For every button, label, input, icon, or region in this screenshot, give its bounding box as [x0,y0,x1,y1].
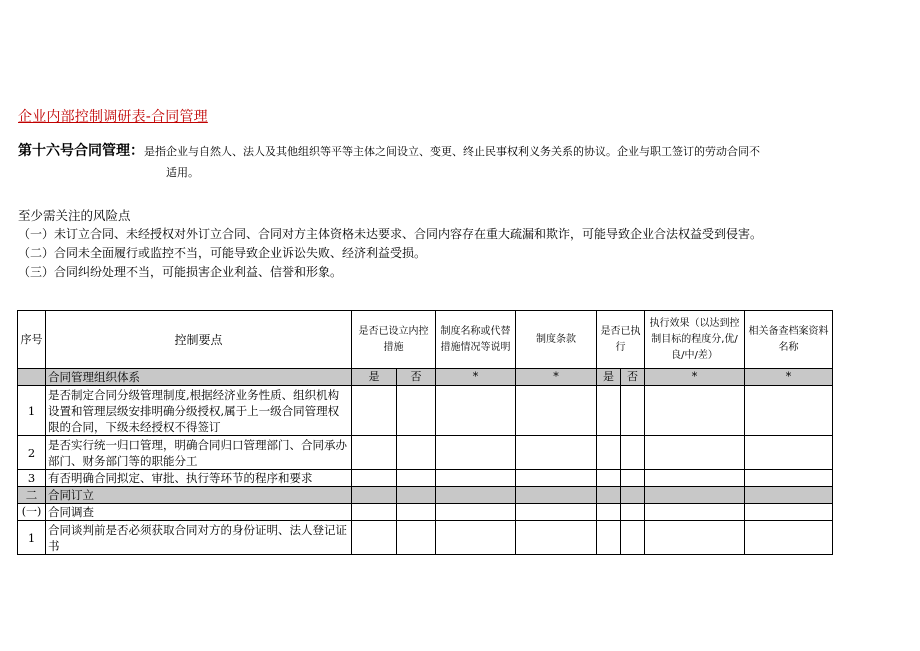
header-archive: 相关备查档案资料名称 [745,311,833,369]
star-mark: * [745,369,833,386]
table-header-row [18,311,833,369]
header-seq: 序号 [18,311,46,369]
row-seq: 2 [18,436,46,470]
risk-item: （三）合同纠纷处理不当，可能损害企业利益、信誉和形象。 [18,265,343,279]
table-row [18,386,833,436]
article-text: 是指企业与自然人、法人及其他组织等平等主体之间设立、变更、终止民事权利义务关系的协议。企业与职工签订的劳动合同不 [144,145,760,158]
risk-heading: 至少需关注的风险点 [18,208,131,223]
table-row [18,521,833,555]
subsection-label: 合同调查 [46,504,352,521]
star-mark: * [516,369,597,386]
section-label: 合同管理组织体系 [46,369,352,386]
header-clause: 制度条款 [516,311,597,369]
star-mark: * [436,369,516,386]
row-text: 是否制定合同分级管理制度,根据经济业务性质、组织机构设置和管理层级安排明确分级授权,属于上一级合同管理权限的合同，下级未经授权不得签订 [46,386,352,436]
row-seq: 1 [18,386,46,436]
table-row [18,436,833,470]
row-text: 有否明确合同拟定、审批、执行等环节的程序和要求 [46,470,352,487]
control-table [17,310,833,555]
star-mark: * [645,369,745,386]
no-label: 否 [397,369,436,386]
risk-block [18,206,823,282]
no-label: 否 [621,369,645,386]
section-label: 合同订立 [46,487,352,504]
header-control: 控制要点 [46,311,352,369]
row-seq: 3 [18,470,46,487]
row-text: 合同谈判前是否必须获取合同对方的身份证明、法人登记证书 [46,521,352,555]
section-row [18,369,833,386]
article-text-continued: 适用。 [166,166,199,179]
risk-item: （二）合同未全面履行或监控不当，可能导致企业诉讼失败、经济利益受损。 [18,246,427,260]
subsection-seq: (一) [18,504,46,521]
row-text: 是否实行统一归口管理，明确合同归口管理部门、合同承办部门、财务部门等的职能分工 [46,436,352,470]
document-title: 企业内部控制调研表-合同管理 [18,109,208,125]
subsection-row [18,504,833,521]
header-established: 是否已设立内控措施 [352,311,436,369]
section-seq: 二 [18,487,46,504]
table-row [18,470,833,487]
article-block [18,140,838,179]
header-executed: 是否已执行 [597,311,645,369]
header-system: 制度名称或代替措施情况等说明 [436,311,516,369]
article-heading: 第十六号合同管理： [18,143,144,159]
yes-label: 是 [597,369,621,386]
row-seq: 1 [18,521,46,555]
header-effect: 执行效果（以达到控制目标的程度分,优/良/中/差） [645,311,745,369]
risk-item: （一）未订立合同、未经授权对外订立合同、合同对方主体资格未达要求、合同内容存在重大疏漏和欺诈，可能导致企业合法权益受到侵害。 [18,227,763,241]
section-row [18,487,833,504]
yes-label: 是 [352,369,397,386]
